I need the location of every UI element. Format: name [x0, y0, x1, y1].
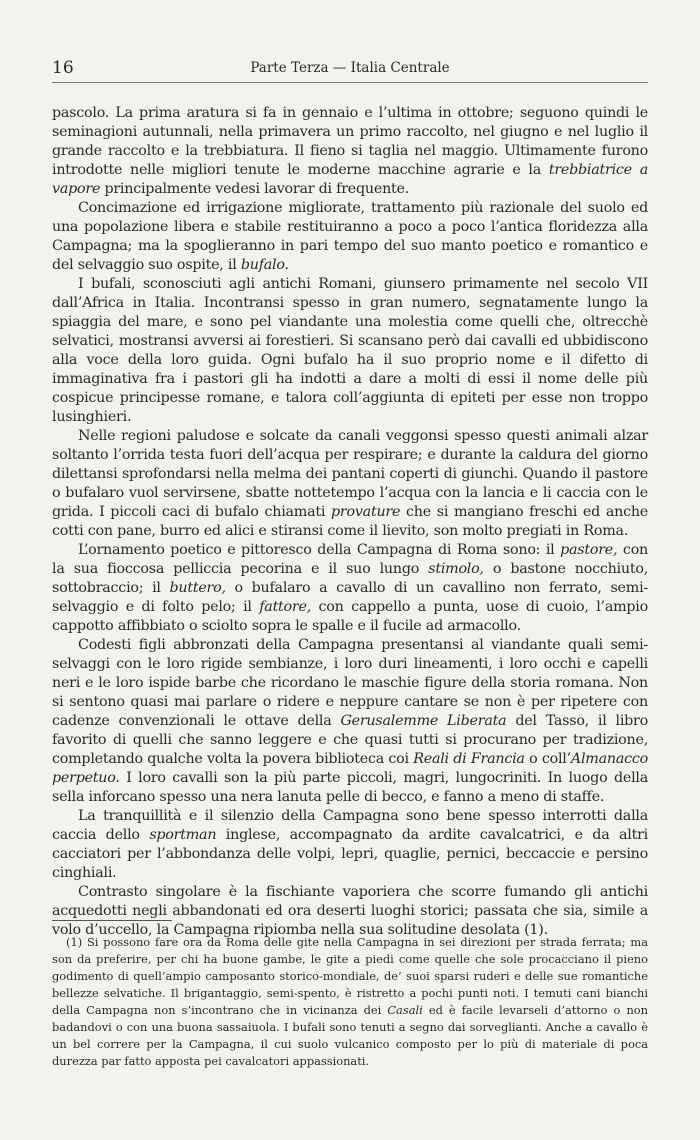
footnotes [52, 934, 648, 1070]
italic-text: stimolo, [428, 561, 484, 577]
text-run: pascolo. La prima aratura si fa in gennaio e l’ultima in ottobre; seguono quindi le seminagioni autunnali, nella primavera un primo raccolto, nel giugno e nel luglio il grande raccolto e la trebbiatura. Il fieno si taglia nel maggio. Ultimamente furono introdotte nelle migliori tenute le moderne macchine agrarie e la [52, 105, 648, 178]
paragraph [52, 883, 648, 940]
paragraph [52, 275, 648, 427]
italic-text: Reali di Francia [413, 751, 525, 767]
paragraph [52, 104, 648, 199]
text-run: Codesti figli abbronzati della Campagna presentansi al viandante quali semi-selvaggi con le loro rigide sembianze, i loro duri lineamenti, i loro occhi e capelli neri e le loro ispide barbe che ricordano le maschie figure della storia romana. Non si sentono quasi mai parlare o ridere e neppure cantare se non è per ripetere con cadenze convenzionali le ottave della [52, 637, 648, 729]
text-run: I loro cavalli son la più parte piccoli, magri, lungocriniti. In luogo della sella inforcano spesso una nera lanuta pelle di becco, e fanno a meno di staffe. [52, 770, 648, 805]
text-run: I bufali, sconosciuti agli antichi Romani, giunsero primamente nel secolo VII dall’Africa in Italia. Incontransi spesso in gran numero, segnatamente lungo la spiaggia del mare, e sono pel viandante una molestia come quelli che, oltrecchè selvatici, mostransi avversi ai forestieri. Si scansano però dai cavalli ed ubbidiscono alla voce della loro guida. Ogni bufalo ha il suo proprio nome e il difetto di immaginativa fra i pastori gli ha indotti a dare a molti di essi il nome delle più cospicue principesse romane, e talora coll’aggiunta di epiteti per esse non troppo lusinghieri. [52, 276, 648, 425]
paragraph [52, 807, 648, 883]
text-run: o bastone nocchiuto, sottobraccio; il [52, 561, 648, 596]
paragraph [52, 427, 648, 541]
italic-text: bufalo. [240, 257, 289, 273]
italic-text: sportman [149, 827, 217, 843]
paragraph [52, 636, 648, 807]
text-run: o coll’ [524, 751, 571, 767]
paragraph [52, 199, 648, 275]
footnote-rule [52, 920, 172, 921]
text-run: inglese, accompagnato da ardite cavalcatrici, e da altri cacciatori per l’abbondanza delle volpi, lepri, quaglie, pernici, beccaccie e persino cinghiali. [52, 827, 648, 881]
text-run: principalmente vedesi lavorar di frequente. [100, 181, 410, 197]
italic-text: Almanacco perpetuo. [52, 751, 648, 786]
italic-text: buttero, [169, 580, 226, 596]
text-run: del Tasso, il libro favorito di quelli che sanno leggere e che quasi tutti si procurano per tradizione, completando qualche volta la povera biblioteca coi [52, 713, 649, 767]
italic-text: trebbiatrice a vapore [52, 162, 648, 197]
page-header [52, 58, 648, 83]
body-text [52, 104, 648, 940]
text-run: (1) Si possono fare ora da Roma delle gite nella Campagna in sei direzioni per strada ferrata; ma son da preferire, per chi ha buone gambe, le gite a piedi come quelle che sole procacciano il pieno godimento di quell’ampio camposanto storico-mondiale, de’ suoi sparsi ruderi e delle sue romantiche bellezze selvatiche. Il brigantaggio, semi-spento, è ristretto a pochi punti noti. I temuti cani bianchi della Campagna non s’incontrano che in vicinanza dei [52, 935, 648, 1017]
footnote [52, 934, 648, 1070]
text-run: Concimazione ed irrigazione migliorate, trattamento più razionale del suolo ed una popolazione libera e stabile restituiranno a poco a poco l’antica floridezza alla Campagna; ma la spoglieranno in pari tempo del suo manto poetico e romantico e del selvaggio suo ospite, il [52, 200, 648, 273]
italic-text: provature [331, 504, 401, 520]
text-run: ed è facile levarseli d’attorno o non badandovi o con una buona sassaiuola. I bufali sono tenuti a segno dai sorveglianti. Anche a cavallo è un bel correre per la Campagna, il cui suolo vulcanico composto per lo più di materiale di poca durezza par fatto apposta pei cavalcatori appassionati. [52, 1003, 648, 1068]
page-number: 16 [52, 58, 74, 78]
running-title: Parte Terza — Italia Centrale [250, 60, 450, 76]
paragraph [52, 541, 648, 636]
italic-text: fattore, [259, 599, 312, 615]
text-run: Contrasto singolare è la fischiante vaporiera che scorre fumando gli antichi acquedotti negli abbandonati ed ora deserti luoghi storici; passata che sia, simile a volo d’uccello, la Campagna ripiomba nella sua solitudine desolata (1). [52, 884, 648, 938]
italic-text: Casali [387, 1003, 423, 1017]
italic-text: pastore, [560, 542, 618, 558]
text-run: con cappello a punta, uose di cuoio, l’ampio cappotto affibbiato o sciolto sopra le spalle e il fucile ad armacollo. [52, 599, 648, 634]
text-run: La tranquillità e il silenzio della Campagna sono bene spesso interrotti dalla caccia dello [52, 808, 648, 843]
text-run: Nelle regioni paludose e solcate da canali veggonsi spesso questi animali alzar soltanto l’orrida testa fuori dell’acqua per respirare; e durante la caldura del giorno dilettansi sprofondarsi nella melma dei pantani coperti di giunchi. Quando il pastore o bufalaro vuol servirsene, sbatte nottetempo l’acqua con la lancia e li caccia con le grida. I piccoli caci di bufalo chiamati [52, 428, 648, 520]
text-run: che si mangiano freschi ed anche cotti con pane, burro ed alici e stiransi come il lievito, son molto pregiati in Roma. [52, 504, 648, 539]
text-run: L’ornamento poetico e pittoresco della Campagna di Roma sono: il [78, 542, 561, 558]
text-run: con la sua fioccosa pelliccia pecorina e il suo lungo [52, 542, 649, 577]
italic-text: Gerusalemme Liberata [340, 713, 507, 729]
text-run: o bufalaro a cavallo di un cavallino non ferrato, semi-selvaggio e di folto pelo; il [52, 580, 648, 615]
